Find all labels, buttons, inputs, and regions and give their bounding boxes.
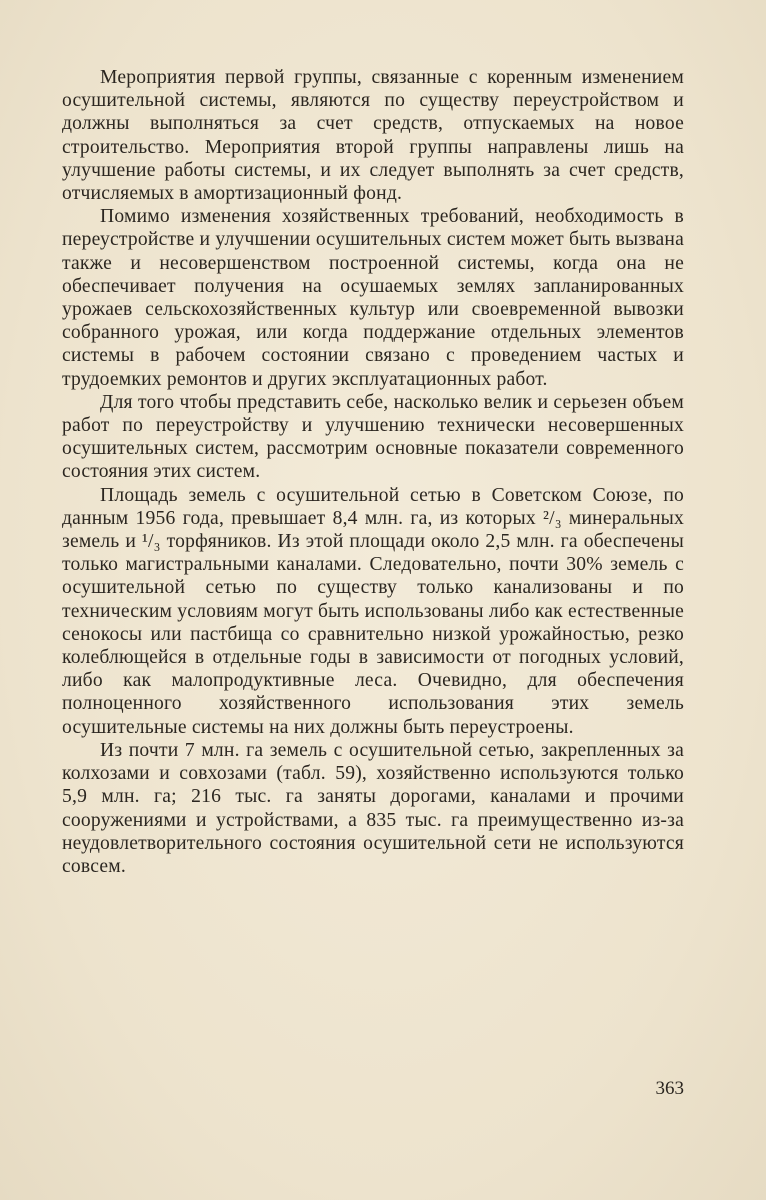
page-number: 363 [655, 1078, 684, 1099]
paragraph: Для того чтобы представить себе, насколько велик и серьезен объем работ по переустройству и улучшению технически несовершенных осушительных систем, рассмотрим основные показатели современного состояния этих систем. [62, 391, 684, 483]
paragraph: Площадь земель с осушительной сетью в Советском Союзе, по данным 1956 года, превышает 8,4 млн. га, из которых ²/₃ минеральных земель и ¹/₃ торфяников. Из этой площади около 2,5 млн. га обеспечены только магистральными каналами. Следовательно, почти 30% земель с осушительной сетью по существу только канализованы и по техническим условиям могут быть использованы либо как естественные сенокосы или пастбища со сравнительно низкой урожайностью, резко колеблющейся в отдельные годы в зависимости от погодных условий, либо как малопродуктивные леса. Очевидно, для обеспечения полноценного хозяйственного использования этих земель осушительные системы на них должны быть переустроены. [62, 484, 684, 738]
paragraph: Помимо изменения хозяйственных требований, необходимость в переустройстве и улучшении осушительных систем может быть вызвана также и несовершенством построенной системы, когда она не обеспечивает получения на осушаемых землях запланированных урожаев сельскохозяйственных культур или своевременной вывозки собранного урожая, или когда поддержание отдельных элементов системы в рабочем состоянии связано с проведением частых и трудоемких ремонтов и других эксплуатационных работ. [62, 206, 684, 390]
paragraph: Мероприятия первой группы, связанные с коренным изменением осушительной системы, являются по существу переустройством и должны выполняться за счет средств, отпускаемых на новое строительство. Мероприятия второй группы направлены лишь на улучшение работы системы, и их следует выполнять за счет средств, отчисляемых в амортизационный фонд. [62, 67, 684, 205]
paragraph: Из почти 7 млн. га земель с осушительной сетью, закрепленных за колхозами и совхозами (табл. 59), хозяйственно используются только 5,9 млн. га; 216 тыс. га заняты дорогами, каналами и прочими сооружениями и устройствами, а 835 тыс. га преимущественно из-за неудовлетворительного состояния осушительной сети не используются совсем. [62, 739, 684, 877]
body-text [62, 66, 684, 878]
